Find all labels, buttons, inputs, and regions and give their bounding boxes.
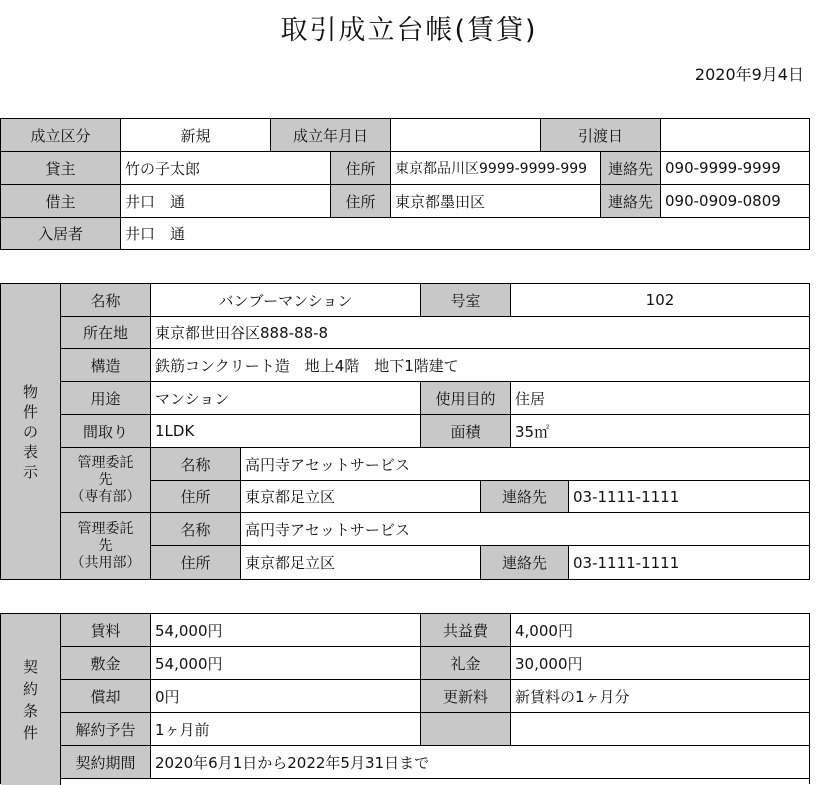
property-table [0,283,810,580]
value-mgmt-common-name[interactable]: 高円寺アセットサービス [241,513,809,546]
label-mgmt-private-name: 名称 [151,448,241,481]
section-char: 件 [22,402,38,421]
value-deposit[interactable]: 54,000円 [151,647,421,680]
label-key-money: 礼金 [421,647,511,680]
document-date: 2020年9月4日 [694,65,804,84]
section-char: の [22,422,38,441]
value-layout[interactable]: 1LDK [151,415,421,448]
value-area[interactable]: 35㎡ [511,415,809,448]
label-mgmt-common-contact: 連絡先 [481,546,569,579]
value-mgmt-private-address[interactable]: 東京都足立区 [241,481,481,513]
label-lessee-contact: 連絡先 [601,185,661,218]
value-room[interactable]: 102 [511,284,809,317]
value-mgmt-common-contact[interactable]: 03-1111-1111 [569,546,809,579]
label-mgmt-private-line3: （専有部） [70,488,141,505]
label-mgmt-common-address: 住所 [151,546,241,579]
value-lessee-address[interactable]: 東京都墨田区 [391,185,601,218]
value-usage[interactable]: マンション [151,382,421,415]
value-hikiwatashi-date[interactable] [661,119,809,152]
label-occupant: 入居者 [1,218,121,249]
label-lessor-address: 住所 [331,152,391,185]
section-char: 契 [22,657,38,676]
label-amortization: 償却 [61,680,151,713]
value-property-name[interactable]: バンブーマンション [151,284,421,317]
label-location: 所在地 [61,317,151,349]
label-purpose: 使用目的 [421,382,511,415]
label-lessor-contact: 連絡先 [601,152,661,185]
section-char: 約 [22,679,38,698]
value-renewal[interactable]: 新賃料の1ヶ月分 [511,680,809,713]
section-char: 表 [22,442,38,461]
value-structure[interactable]: 鉄筋コンクリート造 地上4階 地下1階建て [151,349,809,382]
label-empty [421,713,511,746]
label-area: 面積 [421,415,511,448]
label-lessee-address: 住所 [331,185,391,218]
label-property-name: 名称 [61,284,151,317]
label-mgmt-private-line1: 管理委託 [77,454,134,471]
value-notice[interactable]: 1ヶ月前 [151,713,421,746]
value-mgmt-private-contact[interactable]: 03-1111-1111 [569,481,809,513]
label-layout: 間取り [61,415,151,448]
label-seiritsu-kubun: 成立区分 [1,119,121,152]
section-char: 示 [22,462,38,481]
label-mgmt-common-line1: 管理委託 [77,520,134,537]
label-renewal: 更新料 [421,680,511,713]
value-amortization[interactable]: 0円 [151,680,421,713]
label-structure: 構造 [61,349,151,382]
label-usage: 用途 [61,382,151,415]
section-char: 物 [22,382,38,401]
value-occupant[interactable]: 井口 通 [121,218,809,249]
label-lessee: 借主 [1,185,121,218]
value-location[interactable]: 東京都世田谷区888-88-8 [151,317,809,349]
value-lessee-contact[interactable]: 090-0909-0809 [661,185,809,218]
value-key-money[interactable]: 30,000円 [511,647,809,680]
label-mgmt-common-line3: （共用部） [70,554,141,571]
label-mgmt-common-line2: 先 [98,537,113,554]
value-lessor-name[interactable]: 竹の子太郎 [121,152,331,185]
label-deposit: 敷金 [61,647,151,680]
label-mgmt-private-contact: 連絡先 [481,481,569,513]
label-lessor: 貸主 [1,152,121,185]
section-char: 条 [22,701,38,720]
label-rent: 賃料 [61,614,151,647]
value-lessor-contact[interactable]: 090-9999-9999 [661,152,809,185]
contract-section-label [1,614,61,785]
document-title: 取引成立台帳(賃貸) [280,15,538,46]
value-lessor-address[interactable]: 東京都品川区9999-9999-999 [391,152,601,185]
value-empty[interactable] [511,713,809,746]
label-room: 号室 [421,284,511,317]
section-char: 件 [22,723,38,742]
value-seiritsu-kubun[interactable]: 新規 [121,119,271,152]
property-section-label [1,284,61,579]
label-period: 契約期間 [61,746,151,779]
parties-table [0,118,810,250]
value-period[interactable]: 2020年6月1日から2022年5月31日まで [151,746,809,779]
value-mgmt-common-address[interactable]: 東京都足立区 [241,546,481,579]
label-hikiwatashi-date: 引渡日 [541,119,661,152]
value-seiritsu-date[interactable] [391,119,541,152]
contract-table [0,613,810,784]
value-mgmt-private-name[interactable]: 高円寺アセットサービス [241,448,809,481]
label-mgmt-private [61,448,151,513]
value-purpose[interactable]: 住居 [511,382,809,415]
label-mgmt-private-address: 住所 [151,481,241,513]
value-lessee-name[interactable]: 井口 通 [121,185,331,218]
label-mgmt-common [61,513,151,579]
value-rent[interactable]: 54,000円 [151,614,421,647]
value-common-fee[interactable]: 4,000円 [511,614,809,647]
label-common-fee: 共益費 [421,614,511,647]
label-seiritsu-date: 成立年月日 [271,119,391,152]
label-notice: 解約予告 [61,713,151,746]
label-mgmt-common-name: 名称 [151,513,241,546]
label-mgmt-private-line2: 先 [98,471,113,488]
